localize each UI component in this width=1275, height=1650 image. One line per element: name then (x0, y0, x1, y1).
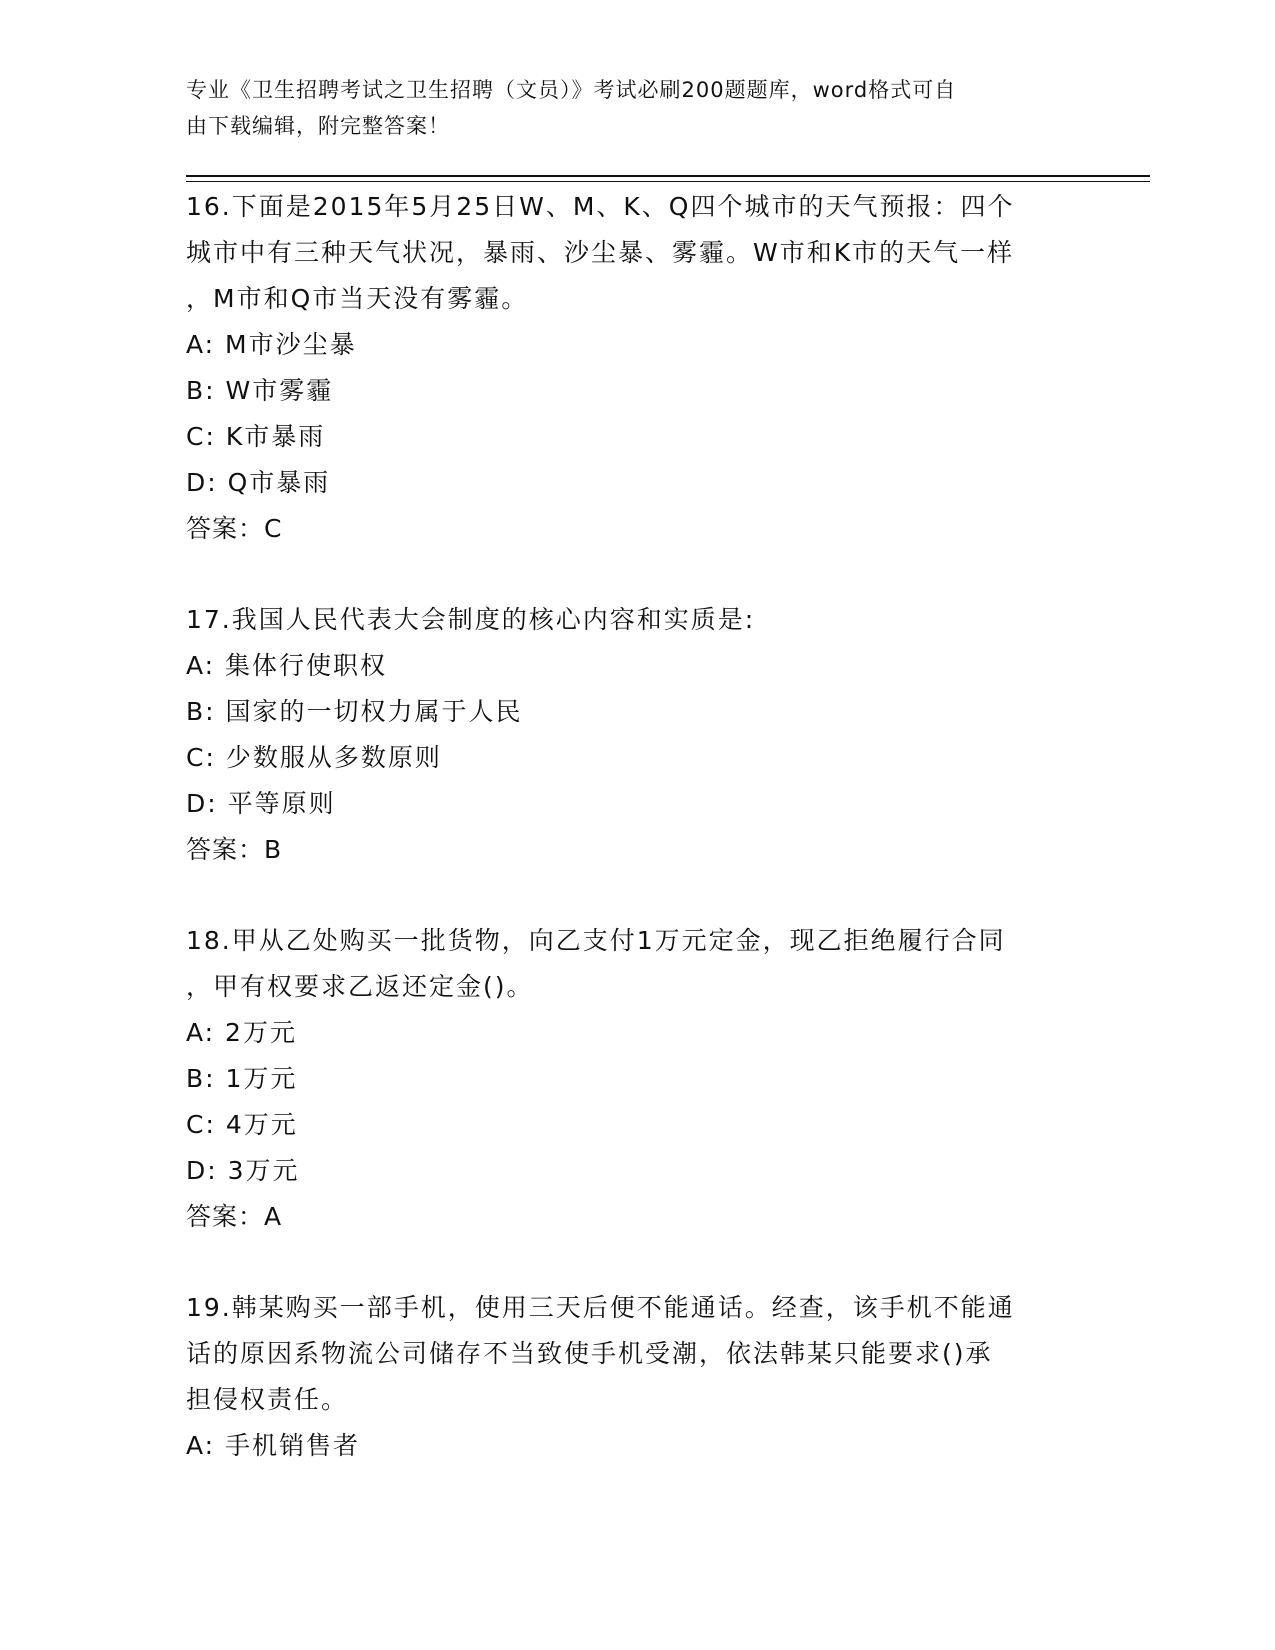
question-text-line: 担侵权责任。 (186, 1385, 349, 1414)
option-c: C: 4万元 (186, 1110, 298, 1139)
option-a: A: 手机销售者 (186, 1431, 361, 1460)
question-text-line: 19.韩某购买一部手机，使用三天后便不能通话。经查，该手机不能通 (186, 1293, 1015, 1322)
question-19 (186, 1285, 1086, 1469)
question-16 (186, 184, 1086, 552)
document-header (186, 72, 1066, 144)
header-text-line-2: 由下载编辑，附完整答案！ (186, 114, 450, 138)
question-text-line: 话的原因系物流公司储存不当致使手机受潮，依法韩某只能要求()承 (186, 1339, 993, 1368)
option-d: D: 3万元 (186, 1156, 300, 1185)
option-a: A: M市沙尘暴 (186, 330, 357, 359)
option-a: A: 集体行使职权 (186, 651, 388, 680)
question-text-line: 18.甲从乙处购买一批货物，向乙支付1万元定金，现乙拒绝履行合同 (186, 926, 1006, 955)
option-d: D: Q市暴雨 (186, 468, 331, 497)
answer-line: 答案：A (186, 1202, 283, 1231)
question-text-line: ，甲有权要求乙返还定金()。 (186, 972, 534, 1001)
option-a: A: 2万元 (186, 1018, 297, 1047)
header-divider-thin (186, 181, 1150, 182)
question-18 (186, 918, 1086, 1240)
option-b: B: 国家的一切权力属于人民 (186, 697, 523, 726)
question-17 (186, 597, 1086, 873)
answer-line: 答案：C (186, 514, 283, 543)
option-b: B: 1万元 (186, 1064, 298, 1093)
option-c: C: 少数服从多数原则 (186, 743, 442, 772)
answer-line: 答案：B (186, 835, 283, 864)
header-divider-thick (186, 175, 1150, 177)
question-text-line: 17.我国人民代表大会制度的核心内容和实质是: (186, 605, 756, 634)
option-c: C: K市暴雨 (186, 422, 326, 451)
question-text-line: 16.下面是2015年5月25日W、M、K、Q四个城市的天气预报：四个 (186, 192, 1015, 221)
question-text-line: ，M市和Q市当天没有雾霾。 (186, 284, 529, 313)
question-text-line: 城市中有三种天气状况，暴雨、沙尘暴、雾霾。W市和K市的天气一样 (186, 238, 1015, 267)
option-d: D: 平等原则 (186, 789, 336, 818)
header-text-line-1: 专业《卫生招聘考试之卫生招聘（文员）》考试必刷200题题库，word格式可自 (186, 78, 957, 102)
option-b: B: W市雾霾 (186, 376, 334, 405)
